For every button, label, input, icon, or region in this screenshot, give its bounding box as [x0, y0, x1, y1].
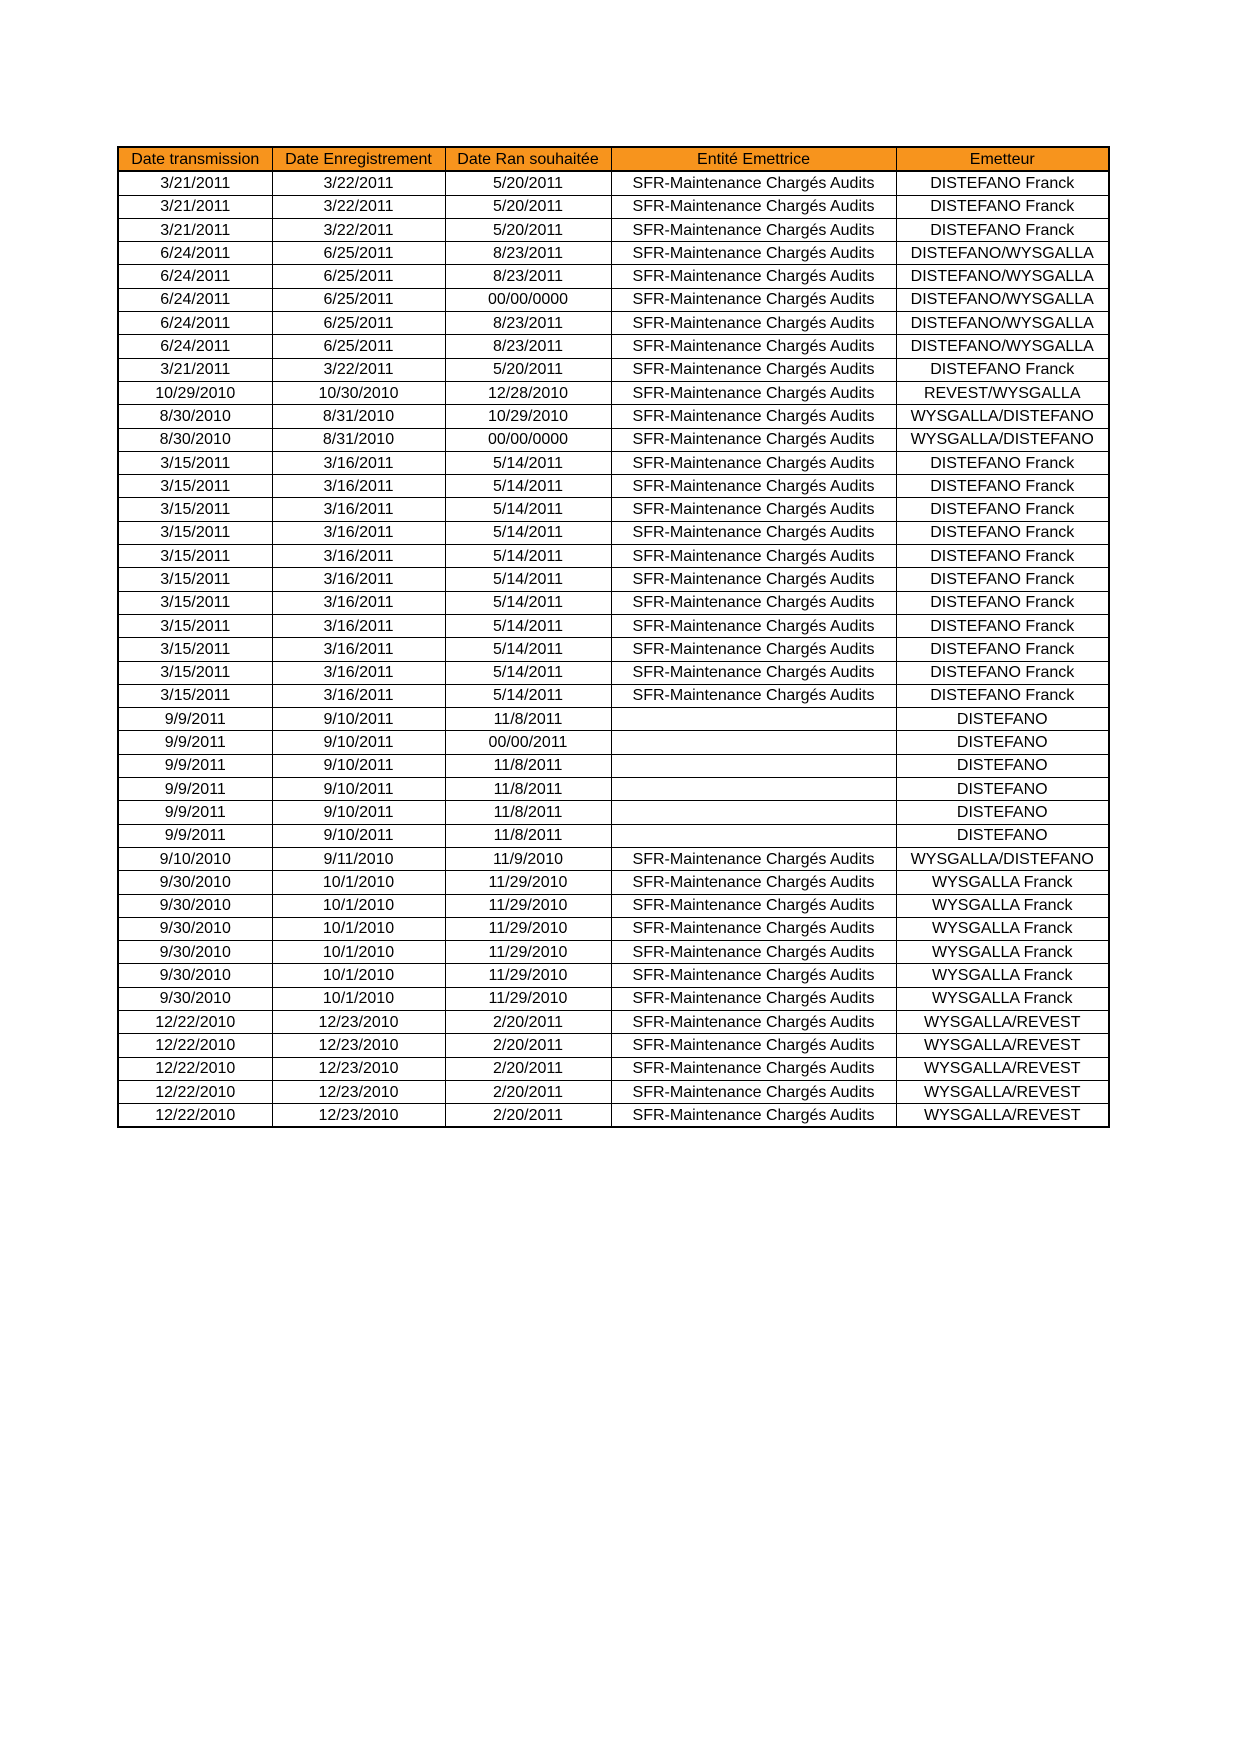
cell-emetteur: DISTEFANO Franck	[896, 171, 1109, 195]
cell-emetteur: DISTEFANO	[896, 801, 1109, 824]
cell-entite-emettrice: SFR-Maintenance Chargés Audits	[611, 591, 896, 614]
cell-entite-emettrice: SFR-Maintenance Chargés Audits	[611, 987, 896, 1010]
cell-date-ran-souhaitee: 11/29/2010	[445, 894, 611, 917]
cell-date-transmission: 8/30/2010	[118, 428, 272, 451]
cell-date-transmission: 9/9/2011	[118, 754, 272, 777]
table-row	[118, 405, 1109, 428]
table-row	[118, 778, 1109, 801]
cell-date-ran-souhaitee: 5/14/2011	[445, 661, 611, 684]
cell-date-transmission: 3/21/2011	[118, 218, 272, 241]
cell-entite-emettrice: SFR-Maintenance Chargés Audits	[611, 428, 896, 451]
cell-date-transmission: 3/15/2011	[118, 521, 272, 544]
cell-emetteur: DISTEFANO Franck	[896, 218, 1109, 241]
cell-emetteur: DISTEFANO	[896, 708, 1109, 731]
cell-date-enregistrement: 9/11/2010	[272, 847, 445, 870]
cell-date-ran-souhaitee: 8/23/2011	[445, 312, 611, 335]
table-row	[118, 591, 1109, 614]
table-row	[118, 684, 1109, 707]
cell-emetteur: WYSGALLA/REVEST	[896, 1010, 1109, 1033]
cell-date-ran-souhaitee: 5/14/2011	[445, 498, 611, 521]
cell-date-transmission: 6/24/2011	[118, 288, 272, 311]
table-row	[118, 987, 1109, 1010]
cell-date-ran-souhaitee: 5/14/2011	[445, 591, 611, 614]
cell-date-enregistrement: 6/25/2011	[272, 288, 445, 311]
cell-date-enregistrement: 6/25/2011	[272, 335, 445, 358]
cell-entite-emettrice: SFR-Maintenance Chargés Audits	[611, 964, 896, 987]
table-row	[118, 195, 1109, 218]
table-row	[118, 964, 1109, 987]
cell-emetteur: DISTEFANO Franck	[896, 614, 1109, 637]
cell-emetteur: WYSGALLA/DISTEFANO	[896, 847, 1109, 870]
cell-date-ran-souhaitee: 11/29/2010	[445, 871, 611, 894]
cell-entite-emettrice: SFR-Maintenance Chargés Audits	[611, 1057, 896, 1080]
cell-date-ran-souhaitee: 12/28/2010	[445, 381, 611, 404]
cell-date-ran-souhaitee: 5/14/2011	[445, 638, 611, 661]
cell-date-transmission: 9/9/2011	[118, 731, 272, 754]
cell-date-transmission: 12/22/2010	[118, 1034, 272, 1057]
cell-date-ran-souhaitee: 00/00/2011	[445, 731, 611, 754]
cell-date-enregistrement: 3/16/2011	[272, 521, 445, 544]
cell-date-transmission: 12/22/2010	[118, 1057, 272, 1080]
cell-emetteur: DISTEFANO Franck	[896, 661, 1109, 684]
cell-date-transmission: 3/15/2011	[118, 661, 272, 684]
cell-emetteur: WYSGALLA/REVEST	[896, 1104, 1109, 1128]
cell-date-ran-souhaitee: 11/8/2011	[445, 778, 611, 801]
cell-date-enregistrement: 3/22/2011	[272, 195, 445, 218]
cell-date-ran-souhaitee: 10/29/2010	[445, 405, 611, 428]
table-row	[118, 288, 1109, 311]
cell-entite-emettrice: SFR-Maintenance Chargés Audits	[611, 614, 896, 637]
cell-date-ran-souhaitee: 5/14/2011	[445, 451, 611, 474]
cell-date-enregistrement: 9/10/2011	[272, 778, 445, 801]
cell-emetteur: DISTEFANO	[896, 824, 1109, 847]
cell-date-transmission: 3/15/2011	[118, 684, 272, 707]
cell-date-transmission: 3/15/2011	[118, 614, 272, 637]
cell-date-enregistrement: 10/1/2010	[272, 964, 445, 987]
table-row	[118, 428, 1109, 451]
cell-entite-emettrice: SFR-Maintenance Chargés Audits	[611, 288, 896, 311]
cell-date-ran-souhaitee: 5/14/2011	[445, 614, 611, 637]
cell-emetteur: DISTEFANO Franck	[896, 638, 1109, 661]
cell-date-ran-souhaitee: 11/8/2011	[445, 708, 611, 731]
cell-date-transmission: 9/9/2011	[118, 708, 272, 731]
cell-entite-emettrice: SFR-Maintenance Chargés Audits	[611, 638, 896, 661]
cell-date-transmission: 9/30/2010	[118, 894, 272, 917]
cell-date-transmission: 3/15/2011	[118, 498, 272, 521]
column-header-date-ran-souhaitee: Date Ran souhaitée	[445, 147, 611, 171]
cell-date-enregistrement: 10/1/2010	[272, 987, 445, 1010]
cell-date-transmission: 12/22/2010	[118, 1010, 272, 1033]
cell-date-transmission: 3/15/2011	[118, 451, 272, 474]
cell-entite-emettrice: SFR-Maintenance Chargés Audits	[611, 1104, 896, 1128]
cell-entite-emettrice: SFR-Maintenance Chargés Audits	[611, 265, 896, 288]
cell-date-ran-souhaitee: 8/23/2011	[445, 335, 611, 358]
table-row	[118, 638, 1109, 661]
cell-date-enregistrement: 3/16/2011	[272, 545, 445, 568]
cell-entite-emettrice: SFR-Maintenance Chargés Audits	[611, 195, 896, 218]
cell-emetteur: WYSGALLA Franck	[896, 941, 1109, 964]
cell-date-enregistrement: 8/31/2010	[272, 428, 445, 451]
data-table	[117, 146, 1110, 1128]
table-row	[118, 614, 1109, 637]
cell-date-enregistrement: 3/22/2011	[272, 358, 445, 381]
column-header-date-enregistrement: Date Enregistrement	[272, 147, 445, 171]
cell-date-ran-souhaitee: 8/23/2011	[445, 265, 611, 288]
cell-date-ran-souhaitee: 11/29/2010	[445, 917, 611, 940]
cell-emetteur: DISTEFANO/WYSGALLA	[896, 288, 1109, 311]
cell-date-enregistrement: 6/25/2011	[272, 265, 445, 288]
cell-date-enregistrement: 3/16/2011	[272, 451, 445, 474]
cell-date-enregistrement: 10/1/2010	[272, 917, 445, 940]
cell-date-ran-souhaitee: 5/20/2011	[445, 358, 611, 381]
cell-emetteur: DISTEFANO Franck	[896, 358, 1109, 381]
cell-emetteur: DISTEFANO Franck	[896, 451, 1109, 474]
table-row	[118, 218, 1109, 241]
table-row	[118, 475, 1109, 498]
table-row	[118, 731, 1109, 754]
cell-emetteur: DISTEFANO/WYSGALLA	[896, 265, 1109, 288]
cell-date-ran-souhaitee: 11/8/2011	[445, 824, 611, 847]
cell-emetteur: DISTEFANO Franck	[896, 545, 1109, 568]
cell-date-enregistrement: 9/10/2011	[272, 801, 445, 824]
cell-date-ran-souhaitee: 5/20/2011	[445, 171, 611, 195]
table-row	[118, 498, 1109, 521]
cell-date-ran-souhaitee: 11/29/2010	[445, 941, 611, 964]
cell-date-enregistrement: 12/23/2010	[272, 1104, 445, 1128]
table-row	[118, 941, 1109, 964]
cell-entite-emettrice: SFR-Maintenance Chargés Audits	[611, 941, 896, 964]
table-row	[118, 661, 1109, 684]
table-row	[118, 265, 1109, 288]
table-row	[118, 1080, 1109, 1103]
spreadsheet-page	[117, 146, 1108, 1128]
cell-date-transmission: 9/30/2010	[118, 871, 272, 894]
cell-entite-emettrice: SFR-Maintenance Chargés Audits	[611, 871, 896, 894]
cell-entite-emettrice	[611, 708, 896, 731]
cell-date-transmission: 9/30/2010	[118, 987, 272, 1010]
cell-date-enregistrement: 3/16/2011	[272, 638, 445, 661]
header-row	[118, 147, 1109, 171]
cell-emetteur: WYSGALLA Franck	[896, 987, 1109, 1010]
table-row	[118, 754, 1109, 777]
cell-emetteur: DISTEFANO Franck	[896, 475, 1109, 498]
cell-entite-emettrice: SFR-Maintenance Chargés Audits	[611, 545, 896, 568]
cell-entite-emettrice	[611, 731, 896, 754]
cell-entite-emettrice: SFR-Maintenance Chargés Audits	[611, 894, 896, 917]
cell-date-ran-souhaitee: 11/9/2010	[445, 847, 611, 870]
cell-entite-emettrice: SFR-Maintenance Chargés Audits	[611, 568, 896, 591]
cell-entite-emettrice: SFR-Maintenance Chargés Audits	[611, 1034, 896, 1057]
cell-date-transmission: 8/30/2010	[118, 405, 272, 428]
table-row	[118, 358, 1109, 381]
cell-emetteur: WYSGALLA Franck	[896, 871, 1109, 894]
cell-date-transmission: 10/29/2010	[118, 381, 272, 404]
table-row	[118, 312, 1109, 335]
cell-date-transmission: 9/30/2010	[118, 964, 272, 987]
cell-date-transmission: 3/21/2011	[118, 195, 272, 218]
cell-date-enregistrement: 3/22/2011	[272, 218, 445, 241]
cell-date-ran-souhaitee: 5/14/2011	[445, 475, 611, 498]
cell-entite-emettrice	[611, 801, 896, 824]
cell-date-ran-souhaitee: 2/20/2011	[445, 1034, 611, 1057]
cell-entite-emettrice: SFR-Maintenance Chargés Audits	[611, 312, 896, 335]
table-row	[118, 1104, 1109, 1128]
cell-entite-emettrice: SFR-Maintenance Chargés Audits	[611, 847, 896, 870]
cell-date-enregistrement: 9/10/2011	[272, 708, 445, 731]
cell-date-ran-souhaitee: 00/00/0000	[445, 288, 611, 311]
cell-emetteur: DISTEFANO	[896, 754, 1109, 777]
cell-date-ran-souhaitee: 2/20/2011	[445, 1080, 611, 1103]
cell-date-ran-souhaitee: 2/20/2011	[445, 1057, 611, 1080]
cell-emetteur: WYSGALLA/DISTEFANO	[896, 428, 1109, 451]
cell-date-ran-souhaitee: 5/14/2011	[445, 521, 611, 544]
column-header-emetteur: Emetteur	[896, 147, 1109, 171]
table-row	[118, 171, 1109, 195]
cell-date-transmission: 3/15/2011	[118, 475, 272, 498]
cell-date-enregistrement: 3/16/2011	[272, 498, 445, 521]
cell-entite-emettrice: SFR-Maintenance Chargés Audits	[611, 475, 896, 498]
cell-entite-emettrice: SFR-Maintenance Chargés Audits	[611, 451, 896, 474]
table-row	[118, 871, 1109, 894]
table-row	[118, 242, 1109, 265]
cell-date-transmission: 12/22/2010	[118, 1104, 272, 1128]
cell-date-enregistrement: 3/16/2011	[272, 475, 445, 498]
cell-date-transmission: 6/24/2011	[118, 242, 272, 265]
cell-date-ran-souhaitee: 00/00/0000	[445, 428, 611, 451]
cell-entite-emettrice: SFR-Maintenance Chargés Audits	[611, 335, 896, 358]
cell-entite-emettrice: SFR-Maintenance Chargés Audits	[611, 498, 896, 521]
cell-date-transmission: 6/24/2011	[118, 265, 272, 288]
cell-emetteur: WYSGALLA Franck	[896, 964, 1109, 987]
table-row	[118, 917, 1109, 940]
table-row	[118, 1057, 1109, 1080]
cell-emetteur: DISTEFANO Franck	[896, 591, 1109, 614]
table-row	[118, 545, 1109, 568]
cell-date-transmission: 3/21/2011	[118, 358, 272, 381]
cell-entite-emettrice	[611, 824, 896, 847]
cell-emetteur: DISTEFANO/WYSGALLA	[896, 312, 1109, 335]
table-body	[118, 171, 1109, 1127]
cell-date-ran-souhaitee: 5/20/2011	[445, 218, 611, 241]
cell-date-ran-souhaitee: 11/29/2010	[445, 987, 611, 1010]
cell-entite-emettrice: SFR-Maintenance Chargés Audits	[611, 405, 896, 428]
cell-entite-emettrice: SFR-Maintenance Chargés Audits	[611, 1080, 896, 1103]
table-row	[118, 708, 1109, 731]
cell-date-transmission: 9/9/2011	[118, 801, 272, 824]
cell-date-ran-souhaitee: 2/20/2011	[445, 1104, 611, 1128]
cell-entite-emettrice: SFR-Maintenance Chargés Audits	[611, 684, 896, 707]
cell-entite-emettrice: SFR-Maintenance Chargés Audits	[611, 242, 896, 265]
cell-date-ran-souhaitee: 5/14/2011	[445, 684, 611, 707]
cell-date-enregistrement: 12/23/2010	[272, 1057, 445, 1080]
cell-date-enregistrement: 10/30/2010	[272, 381, 445, 404]
table-row	[118, 1034, 1109, 1057]
cell-emetteur: REVEST/WYSGALLA	[896, 381, 1109, 404]
table-row	[118, 451, 1109, 474]
cell-date-enregistrement: 3/16/2011	[272, 591, 445, 614]
cell-date-enregistrement: 10/1/2010	[272, 894, 445, 917]
table-row	[118, 568, 1109, 591]
cell-date-enregistrement: 6/25/2011	[272, 242, 445, 265]
cell-emetteur: WYSGALLA/REVEST	[896, 1057, 1109, 1080]
cell-entite-emettrice: SFR-Maintenance Chargés Audits	[611, 917, 896, 940]
cell-entite-emettrice: SFR-Maintenance Chargés Audits	[611, 381, 896, 404]
cell-date-ran-souhaitee: 11/8/2011	[445, 801, 611, 824]
cell-emetteur: DISTEFANO Franck	[896, 498, 1109, 521]
table-row	[118, 1010, 1109, 1033]
cell-date-ran-souhaitee: 5/14/2011	[445, 568, 611, 591]
cell-date-transmission: 9/10/2010	[118, 847, 272, 870]
cell-emetteur: WYSGALLA/REVEST	[896, 1080, 1109, 1103]
cell-date-ran-souhaitee: 11/29/2010	[445, 964, 611, 987]
cell-date-transmission: 9/30/2010	[118, 917, 272, 940]
cell-date-enregistrement: 9/10/2011	[272, 824, 445, 847]
cell-date-enregistrement: 3/16/2011	[272, 684, 445, 707]
cell-date-transmission: 3/15/2011	[118, 638, 272, 661]
cell-date-enregistrement: 12/23/2010	[272, 1034, 445, 1057]
table-row	[118, 381, 1109, 404]
cell-emetteur: DISTEFANO Franck	[896, 568, 1109, 591]
cell-emetteur: DISTEFANO Franck	[896, 195, 1109, 218]
column-header-date-transmission: Date transmission	[118, 147, 272, 171]
table-row	[118, 801, 1109, 824]
cell-date-enregistrement: 3/16/2011	[272, 661, 445, 684]
cell-date-ran-souhaitee: 11/8/2011	[445, 754, 611, 777]
cell-date-ran-souhaitee: 5/14/2011	[445, 545, 611, 568]
cell-date-enregistrement: 3/16/2011	[272, 614, 445, 637]
cell-date-transmission: 9/30/2010	[118, 941, 272, 964]
cell-date-transmission: 3/15/2011	[118, 568, 272, 591]
cell-date-enregistrement: 12/23/2010	[272, 1080, 445, 1103]
table-row	[118, 824, 1109, 847]
cell-date-transmission: 9/9/2011	[118, 824, 272, 847]
cell-emetteur: WYSGALLA Franck	[896, 894, 1109, 917]
cell-date-enregistrement: 3/16/2011	[272, 568, 445, 591]
cell-entite-emettrice	[611, 778, 896, 801]
cell-emetteur: DISTEFANO/WYSGALLA	[896, 242, 1109, 265]
cell-emetteur: DISTEFANO	[896, 731, 1109, 754]
cell-date-ran-souhaitee: 5/20/2011	[445, 195, 611, 218]
cell-date-enregistrement: 6/25/2011	[272, 312, 445, 335]
cell-date-transmission: 6/24/2011	[118, 312, 272, 335]
cell-emetteur: DISTEFANO Franck	[896, 684, 1109, 707]
cell-date-enregistrement: 3/22/2011	[272, 171, 445, 195]
cell-date-transmission: 12/22/2010	[118, 1080, 272, 1103]
cell-date-enregistrement: 10/1/2010	[272, 941, 445, 964]
cell-date-enregistrement: 8/31/2010	[272, 405, 445, 428]
cell-entite-emettrice: SFR-Maintenance Chargés Audits	[611, 521, 896, 544]
cell-emetteur: WYSGALLA/REVEST	[896, 1034, 1109, 1057]
cell-date-ran-souhaitee: 8/23/2011	[445, 242, 611, 265]
cell-date-transmission: 9/9/2011	[118, 778, 272, 801]
cell-emetteur: DISTEFANO Franck	[896, 521, 1109, 544]
table-row	[118, 335, 1109, 358]
cell-entite-emettrice: SFR-Maintenance Chargés Audits	[611, 171, 896, 195]
cell-date-enregistrement: 9/10/2011	[272, 731, 445, 754]
cell-date-transmission: 3/21/2011	[118, 171, 272, 195]
cell-emetteur: WYSGALLA Franck	[896, 917, 1109, 940]
cell-date-ran-souhaitee: 2/20/2011	[445, 1010, 611, 1033]
table-row	[118, 894, 1109, 917]
cell-date-transmission: 6/24/2011	[118, 335, 272, 358]
cell-entite-emettrice	[611, 754, 896, 777]
cell-date-enregistrement: 12/23/2010	[272, 1010, 445, 1033]
table-row	[118, 521, 1109, 544]
cell-date-enregistrement: 9/10/2011	[272, 754, 445, 777]
cell-entite-emettrice: SFR-Maintenance Chargés Audits	[611, 218, 896, 241]
cell-emetteur: DISTEFANO	[896, 778, 1109, 801]
cell-entite-emettrice: SFR-Maintenance Chargés Audits	[611, 661, 896, 684]
cell-emetteur: WYSGALLA/DISTEFANO	[896, 405, 1109, 428]
cell-date-transmission: 3/15/2011	[118, 591, 272, 614]
table-row	[118, 847, 1109, 870]
cell-date-transmission: 3/15/2011	[118, 545, 272, 568]
cell-entite-emettrice: SFR-Maintenance Chargés Audits	[611, 358, 896, 381]
column-header-entite-emettrice: Entité Emettrice	[611, 147, 896, 171]
cell-emetteur: DISTEFANO/WYSGALLA	[896, 335, 1109, 358]
cell-date-enregistrement: 10/1/2010	[272, 871, 445, 894]
table-header	[118, 147, 1109, 171]
cell-entite-emettrice: SFR-Maintenance Chargés Audits	[611, 1010, 896, 1033]
